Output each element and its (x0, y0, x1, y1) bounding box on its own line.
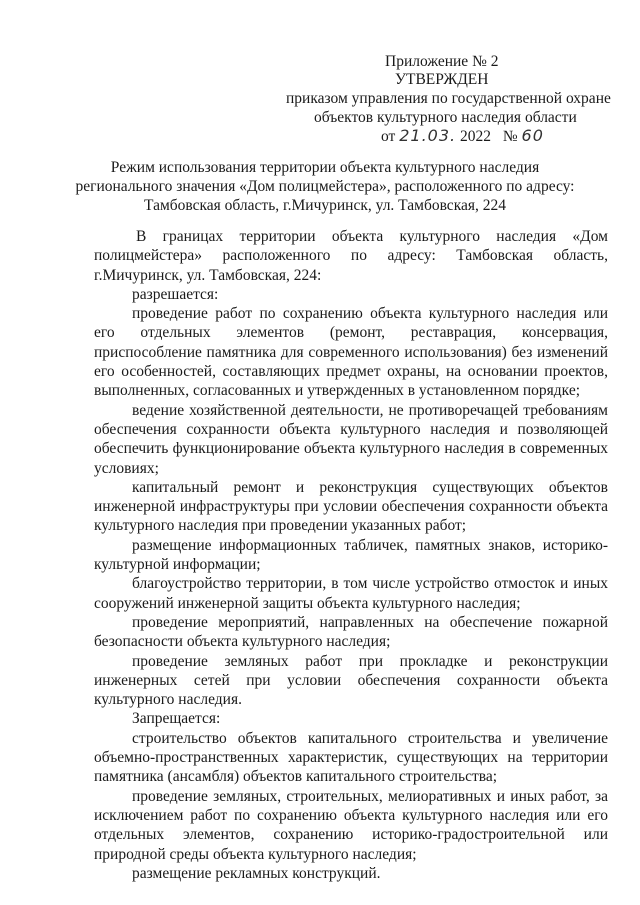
paragraph-intro: В границах территории объекта культурного наследия «Дом полицмейстера» расположенного по адресу: Тамбовская область, г.Мичуринск, ул. Тамбовская, 224: (94, 228, 608, 284)
paragraph-permitted-3: капитальный ремонт и реконструкция существующих объектов инженерной инфраструктуры при условии обеспечения сохранности объекта культурного наследия при проведении указанных работ; (94, 478, 608, 535)
date-prefix: от (381, 128, 396, 145)
approved-label: УТВЕРЖДЕН (395, 71, 489, 88)
handwritten-number: 60 (521, 126, 544, 145)
paragraph-permitted-5: благоустройство территории, в том числе устройство отмосток и иных сооружений инженерной защиты объекта культурного наследия; (94, 575, 608, 612)
order-date-line (381, 126, 544, 146)
paragraph-prohibited-3: размещение рекламных конструкций. (132, 864, 381, 882)
document-body (94, 227, 608, 883)
title-line-2: регионального значения «Дом полицмейстера», расположенного по адресу: (75, 178, 575, 195)
paragraph-prohibited-2: проведение земляных, строительных, мелиоративных и иных работ, за исключением работ по сохранению объекта культурного наследия или его отдельных элементов, сохранению историко-градостроительной или природной среды объекта культурного наследия; (94, 787, 608, 863)
paragraph-permitted-7: проведение земляных работ при прокладке и реконструкции инженерных сетей при условии обеспечения сохранности объекта культурного наследия. (94, 652, 608, 709)
order-year: 2022 (459, 128, 491, 145)
paragraph-permitted-heading: разрешается: (132, 285, 219, 303)
paragraph-permitted-6: проведение мероприятий, направленных на обеспечение пожарной безопасности объекта культурного наследия; (94, 613, 608, 651)
paragraph-prohibited-heading: Запрещается: (132, 710, 221, 728)
paragraph-permitted-1: проведение работ по сохранению объекта культурного наследия или его отдельных элементов (ремонт, реставрация, консервация, приспособление памятника для современного использования) без изменений его особенностей, составляющих предмет охраны, на основании проектов, выполненных, согласованных и утвержденных в установленном порядке; (94, 305, 608, 400)
paragraph-permitted-4: размещение информационных табличек, памятных знаков, историко-культурной информации; (94, 536, 608, 574)
paragraph-prohibited-1: строительство объектов капитального строительства и увеличение объемно-пространственных характеристик, существующих на территории памятника (ансамбля) объектов капитального строительства; (94, 729, 608, 786)
appendix-label: Приложение № 2 (385, 53, 499, 70)
handwritten-date: 21.03. (399, 126, 457, 145)
title-line-1: Режим использования территории объекта культурного наследия (110, 159, 540, 176)
paragraph-permitted-2: ведение хозяйственной деятельности, не противоречащей требованиям обеспечения сохранности объекта культурного наследия и позволяющей обеспечить функционирование объекта культурного наследия в современных условиях; (94, 401, 608, 477)
title-line-3: Тамбовская область, г.Мичуринск, ул. Тамбовская, 224 (143, 197, 506, 214)
order-line-2: объектов культурного наследия области (314, 109, 577, 126)
order-line-1: приказом управления по государственной охране (286, 90, 611, 107)
document-title (60, 158, 590, 215)
number-prefix: № (502, 128, 518, 145)
